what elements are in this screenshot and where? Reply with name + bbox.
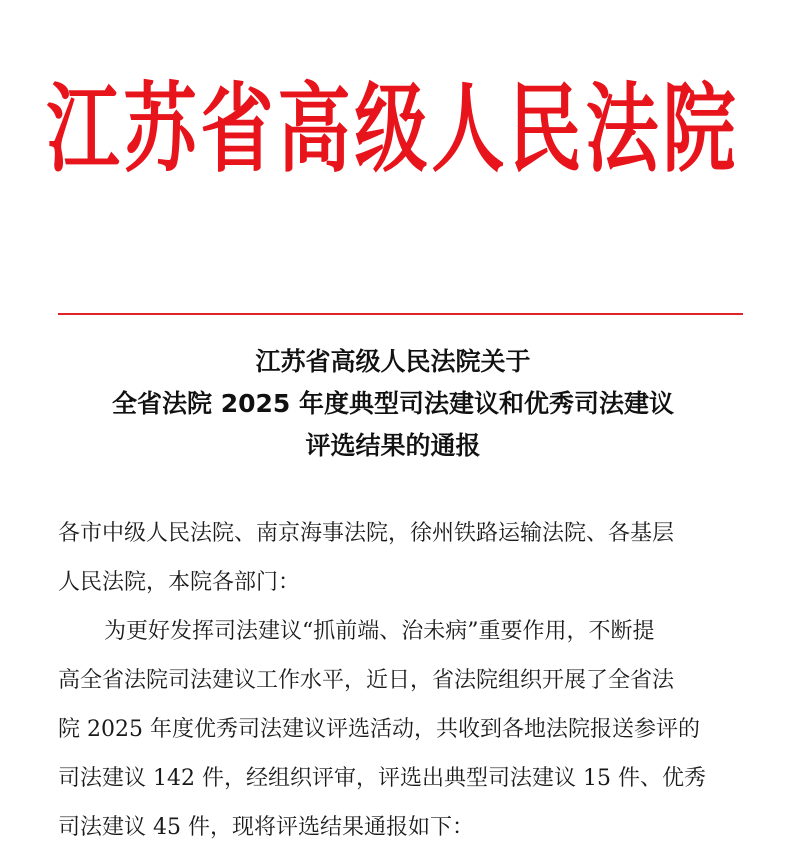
- document-body: [58, 509, 748, 852]
- masthead-title: 江苏省高级人民法院: [46, 74, 740, 187]
- paragraph-1-line-1: 为更好发挥司法建议“抓前端、治未病”重要作用，不断提: [104, 619, 655, 644]
- red-divider-line: [58, 313, 743, 315]
- salutation-line-2: 人民法院，本院各部门：: [58, 570, 301, 595]
- document-title-line-2: 全省法院 2025 年度典型司法建议和优秀司法建议: [112, 389, 674, 418]
- document-title: [0, 341, 786, 467]
- paragraph-1-line-2: 高全省法院司法建议工作水平，近日，省法院组织开展了全省法: [58, 668, 675, 693]
- paragraph-1-line-4: 司法建议 142 件，经组织评审，评选出典型司法建议 15 件、优秀: [58, 766, 706, 791]
- paragraph-1-line-5: 司法建议 45 件，现将评选结果通报如下：: [58, 815, 474, 840]
- paragraph-1-line-3: 院 2025 年度优秀司法建议评选活动，共收到各地法院报送参评的: [58, 717, 700, 742]
- document-title-line-3: 评选结果的通报: [305, 431, 481, 460]
- salutation-line-1: 各市中级人民法院、南京海事法院，徐州铁路运输法院、各基层: [58, 521, 675, 546]
- document-title-line-1: 江苏省高级人民法院关于: [255, 347, 531, 376]
